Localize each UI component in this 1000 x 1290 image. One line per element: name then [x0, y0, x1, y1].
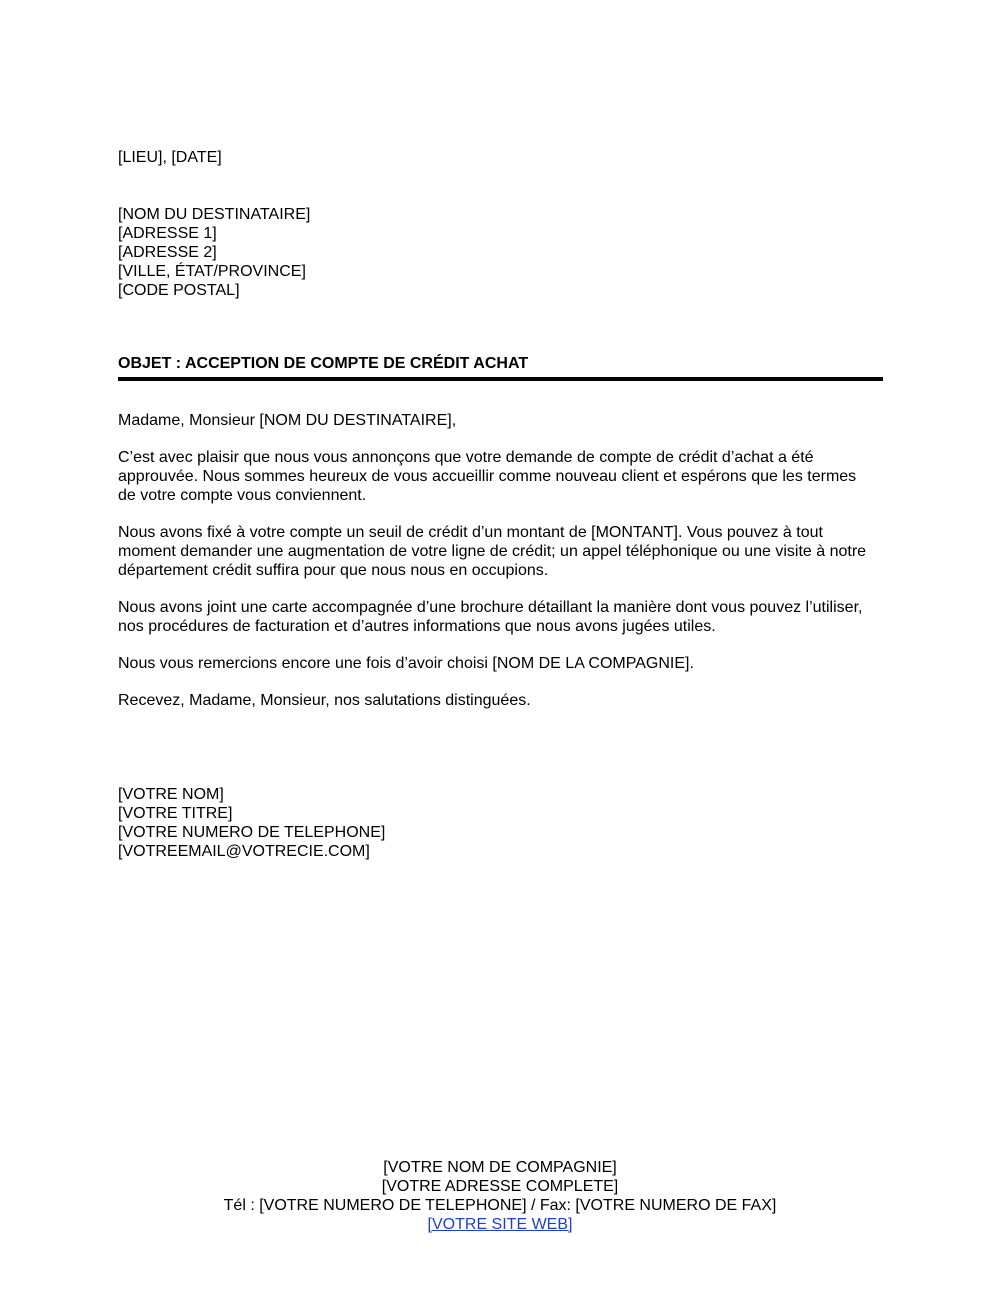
subject-text: OBJET : ACCEPTION DE COMPTE DE CRÉDIT ACHAT — [118, 355, 529, 372]
subject-divider — [118, 377, 883, 381]
body-paragraph-2 — [118, 523, 886, 580]
paragraph-line: nos procédures de facturation et d’autres informations que nous avons jugées utiles. — [118, 618, 716, 635]
letter-footer — [0, 1158, 1000, 1234]
paragraph-line: moment demander une augmentation de votre ligne de crédit; un appel téléphonique ou une visite à notre — [118, 543, 867, 560]
paragraph-line: C’est avec plaisir que nous vous annonçons que votre demande de compte de crédit d’achat a été — [118, 449, 814, 466]
body-paragraph-3 — [118, 598, 886, 636]
body-paragraph-1 — [118, 448, 886, 505]
footer-website-link[interactable]: [VOTRE SITE WEB] — [427, 1216, 573, 1233]
paragraph-line: de votre compte vous conviennent. — [118, 487, 367, 504]
subject-line — [118, 354, 886, 373]
salutation-text: Madame, Monsieur [NOM DU DESTINATAIRE], — [118, 412, 457, 429]
paragraph-line: département crédit suffira pour que nous nous en occupions. — [118, 562, 549, 579]
body-paragraph-4 — [118, 654, 886, 673]
closing-paragraph — [118, 691, 886, 710]
recipient-address-block — [118, 205, 886, 300]
recipient-postal-code: [CODE POSTAL] — [118, 282, 240, 299]
signature-phone: [VOTRE NUMERO DE TELEPHONE] — [118, 824, 386, 841]
footer-contact: Tél : [VOTRE NUMERO DE TELEPHONE] / Fax: [VOTRE NUMERO DE FAX] — [223, 1197, 777, 1214]
recipient-city-state: [VILLE, ÉTAT/PROVINCE] — [118, 263, 306, 280]
signature-name: [VOTRE NOM] — [118, 786, 224, 803]
signature-title: [VOTRE TITRE] — [118, 805, 233, 822]
paragraph-line: Nous avons fixé à votre compte un seuil de crédit d’un montant de [MONTANT]. Vous pouvez à tout — [118, 524, 823, 541]
footer-address: [VOTRE ADRESSE COMPLETE] — [381, 1178, 619, 1195]
paragraph-line: Nous avons joint une carte accompagnée d’une brochure détaillant la manière dont vous pouvez l’utiliser, — [118, 599, 863, 616]
salutation — [118, 411, 886, 430]
recipient-name: [NOM DU DESTINATAIRE] — [118, 206, 311, 223]
signature-email: [VOTREEMAIL@VOTRECIE.COM] — [118, 843, 370, 860]
recipient-address-1: [ADRESSE 1] — [118, 225, 217, 242]
signature-block — [118, 785, 886, 861]
paragraph-line: approuvée. Nous sommes heureux de vous accueillir comme nouveau client et espérons que les termes — [118, 468, 857, 485]
place-date-text: [LIEU], [DATE] — [118, 149, 222, 166]
place-date — [118, 148, 886, 167]
recipient-address-2: [ADRESSE 2] — [118, 244, 217, 261]
paragraph-line: Nous vous remercions encore une fois d’avoir choisi [NOM DE LA COMPAGNIE]. — [118, 655, 694, 672]
paragraph-line: Recevez, Madame, Monsieur, nos salutations distinguées. — [118, 692, 531, 709]
footer-company: [VOTRE NOM DE COMPAGNIE] — [383, 1159, 617, 1176]
